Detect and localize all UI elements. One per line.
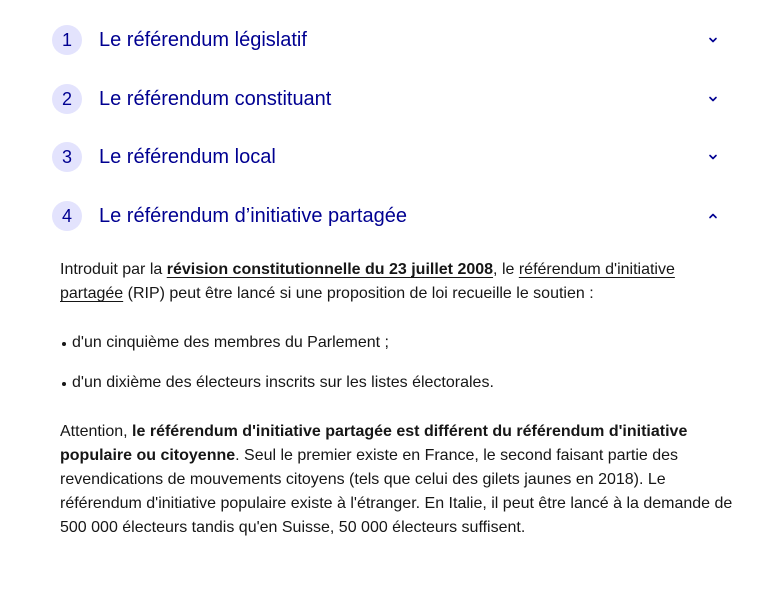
attention-bold-text: le référendum d'initiative partagée est différent du référendum d'initiative populaire ou citoyenne bbox=[60, 423, 688, 464]
list-item: d'un cinquième des membres du Parlement ; bbox=[60, 331, 736, 355]
attention-paragraph bbox=[60, 420, 736, 540]
accordion-title: Le référendum constituant bbox=[99, 88, 332, 110]
accordion-title: Le référendum législatif bbox=[99, 29, 307, 51]
intro-text: , le bbox=[493, 261, 519, 278]
accordion-number-badge: 3 bbox=[52, 142, 82, 172]
accordion-title: Le référendum local bbox=[99, 146, 276, 168]
accordion-panel-initiative-partagee bbox=[60, 258, 736, 540]
accordion-item-constituant[interactable] bbox=[52, 82, 732, 116]
conditions-list bbox=[60, 331, 736, 395]
accordion-number-badge: 2 bbox=[52, 84, 82, 114]
accordion-title: Le référendum d’initiative partagée bbox=[99, 205, 407, 227]
accordion-item-local[interactable] bbox=[52, 140, 732, 174]
intro-text: (RIP) peut être lancé si une proposition de loi recueille le soutien : bbox=[123, 285, 594, 302]
link-revision-constitutionnelle[interactable]: révision constitutionnelle du 23 juillet 2008 bbox=[166, 261, 494, 278]
chevron-up-icon bbox=[706, 209, 720, 223]
intro-paragraph bbox=[60, 258, 736, 306]
chevron-down-icon bbox=[706, 92, 720, 106]
accordion-item-legislatif[interactable] bbox=[52, 23, 732, 57]
accordion-item-initiative-partagee[interactable] bbox=[52, 199, 732, 233]
list-item: d'un dixième des électeurs inscrits sur les listes électorales. bbox=[60, 371, 736, 395]
attention-text: Attention, bbox=[60, 423, 133, 440]
attention-text: . Seul le premier existe en France, le second faisant partie des revendications de mouvements citoyens (tels que celui des gilets jaunes en 2018). Le référendum d'initiative populaire existe à l'étranger. En Italie, il peut être lancé à la demande de 500 000 électeurs tandis qu'en Suisse, 50 000 électeurs suffisent. bbox=[60, 447, 733, 536]
accordion-number-badge: 4 bbox=[52, 201, 82, 231]
intro-text: Introduit par la bbox=[60, 261, 167, 278]
link-referendum-initiative-partagee[interactable]: référendum d'initiative partagée bbox=[60, 261, 675, 302]
chevron-down-icon bbox=[706, 150, 720, 164]
accordion-number-badge: 1 bbox=[52, 25, 82, 55]
chevron-down-icon bbox=[706, 33, 720, 47]
